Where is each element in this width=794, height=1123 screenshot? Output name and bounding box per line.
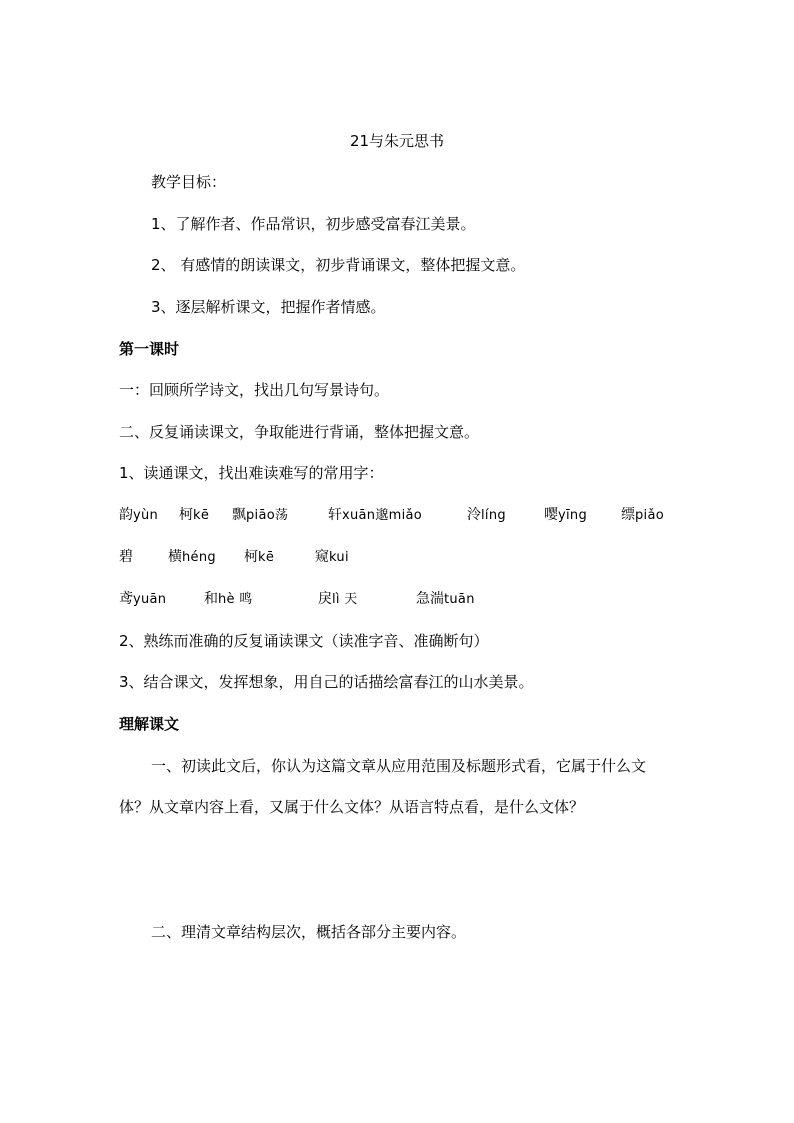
vocab-char: 窥 — [315, 549, 329, 565]
vocab-pinyin: yùn — [133, 508, 159, 523]
vocab-char: 飘 — [232, 507, 246, 523]
goal-item-1: 1、了解作者、作品常识，初步感受富春江美景。 — [151, 215, 476, 233]
vocab-char: 戾 — [318, 591, 332, 607]
vocab-char: 碧 — [119, 549, 133, 565]
vocab-item — [467, 505, 506, 526]
vocab-pinyin: kē — [193, 508, 210, 523]
vocab-pinyin: piǎo — [635, 508, 664, 523]
vocab-pinyin: yīng — [558, 508, 587, 523]
vocab-char: 鸢 — [119, 591, 133, 607]
vocab-pinyin: xuān邈miǎo — [342, 508, 423, 523]
vocab-item — [416, 589, 475, 610]
vocab-pinyin: líng — [481, 508, 506, 523]
vocab-item — [328, 505, 422, 526]
step-2-2: 2、熟练而准确的反复诵读课文（读准字音、准确断句） — [119, 632, 489, 650]
vocab-char: 和 — [204, 591, 218, 607]
vocab-pinyin: yuān — [133, 592, 167, 607]
vocab-item — [315, 547, 349, 568]
step-2-3: 3、结合课文，发挥想象，用自己的话描绘富春江的山水美景。 — [119, 673, 534, 691]
document-title: 21与朱元思书 — [349, 132, 445, 150]
vocab-char: 柯 — [244, 549, 258, 565]
vocab-pinyin: hè 鸣 — [218, 592, 253, 607]
question-1-line-1: 一、初读此文后，你认为这篇文章从应用范围及标题形式看，它属于什么文 — [151, 757, 647, 775]
vocab-item — [119, 547, 133, 568]
question-2: 二、理清文章结构层次，概括各部分主要内容。 — [151, 923, 467, 941]
vocab-item — [318, 589, 358, 610]
step-2-1: 1、读通课文，找出难读难写的常用字： — [119, 464, 384, 482]
vocab-char: 泠 — [467, 507, 481, 523]
vocab-char: 柯 — [179, 507, 193, 523]
goal-item-3: 3、逐层解析课文，把握作者情感。 — [151, 298, 386, 316]
vocab-item — [204, 589, 253, 610]
goal-item-2: 2、 有感情的朗读课文，初步背诵课文，整体把握文意。 — [151, 256, 526, 274]
understand-heading: 理解课文 — [119, 715, 180, 733]
question-1-line-2: 体？从文章内容上看，又属于什么文体？从语言特点看，是什么文体？ — [119, 798, 585, 816]
vocab-item — [232, 505, 288, 526]
vocab-pinyin: piāo荡 — [246, 508, 289, 523]
step-1: 一：回顾所学诗文，找出几句写景诗句。 — [119, 381, 390, 399]
vocab-char: 横 — [168, 549, 182, 565]
vocab-pinyin: kē — [258, 550, 275, 565]
vocab-char: 韵 — [119, 507, 133, 523]
vocab-char: 轩 — [328, 507, 342, 523]
vocab-item — [179, 505, 209, 526]
vocab-pinyin: kui — [329, 550, 349, 565]
vocab-pinyin: héng — [182, 550, 216, 565]
vocab-char: 缥 — [621, 507, 635, 523]
vocab-char: 急湍 — [416, 591, 444, 607]
goals-heading: 教学目标： — [151, 173, 227, 191]
vocab-item — [168, 547, 216, 568]
vocab-item — [244, 547, 274, 568]
vocab-item — [621, 505, 664, 526]
vocab-pinyin: tuān — [444, 592, 475, 607]
vocab-item — [119, 505, 158, 526]
vocab-item — [119, 589, 166, 610]
vocab-char: 嘤 — [544, 507, 558, 523]
vocab-item — [544, 505, 587, 526]
vocab-pinyin: lì 天 — [332, 592, 358, 607]
lesson1-heading: 第一课时 — [119, 340, 180, 358]
step-2: 二、反复诵读课文，争取能进行背诵，整体把握文意。 — [119, 423, 480, 441]
